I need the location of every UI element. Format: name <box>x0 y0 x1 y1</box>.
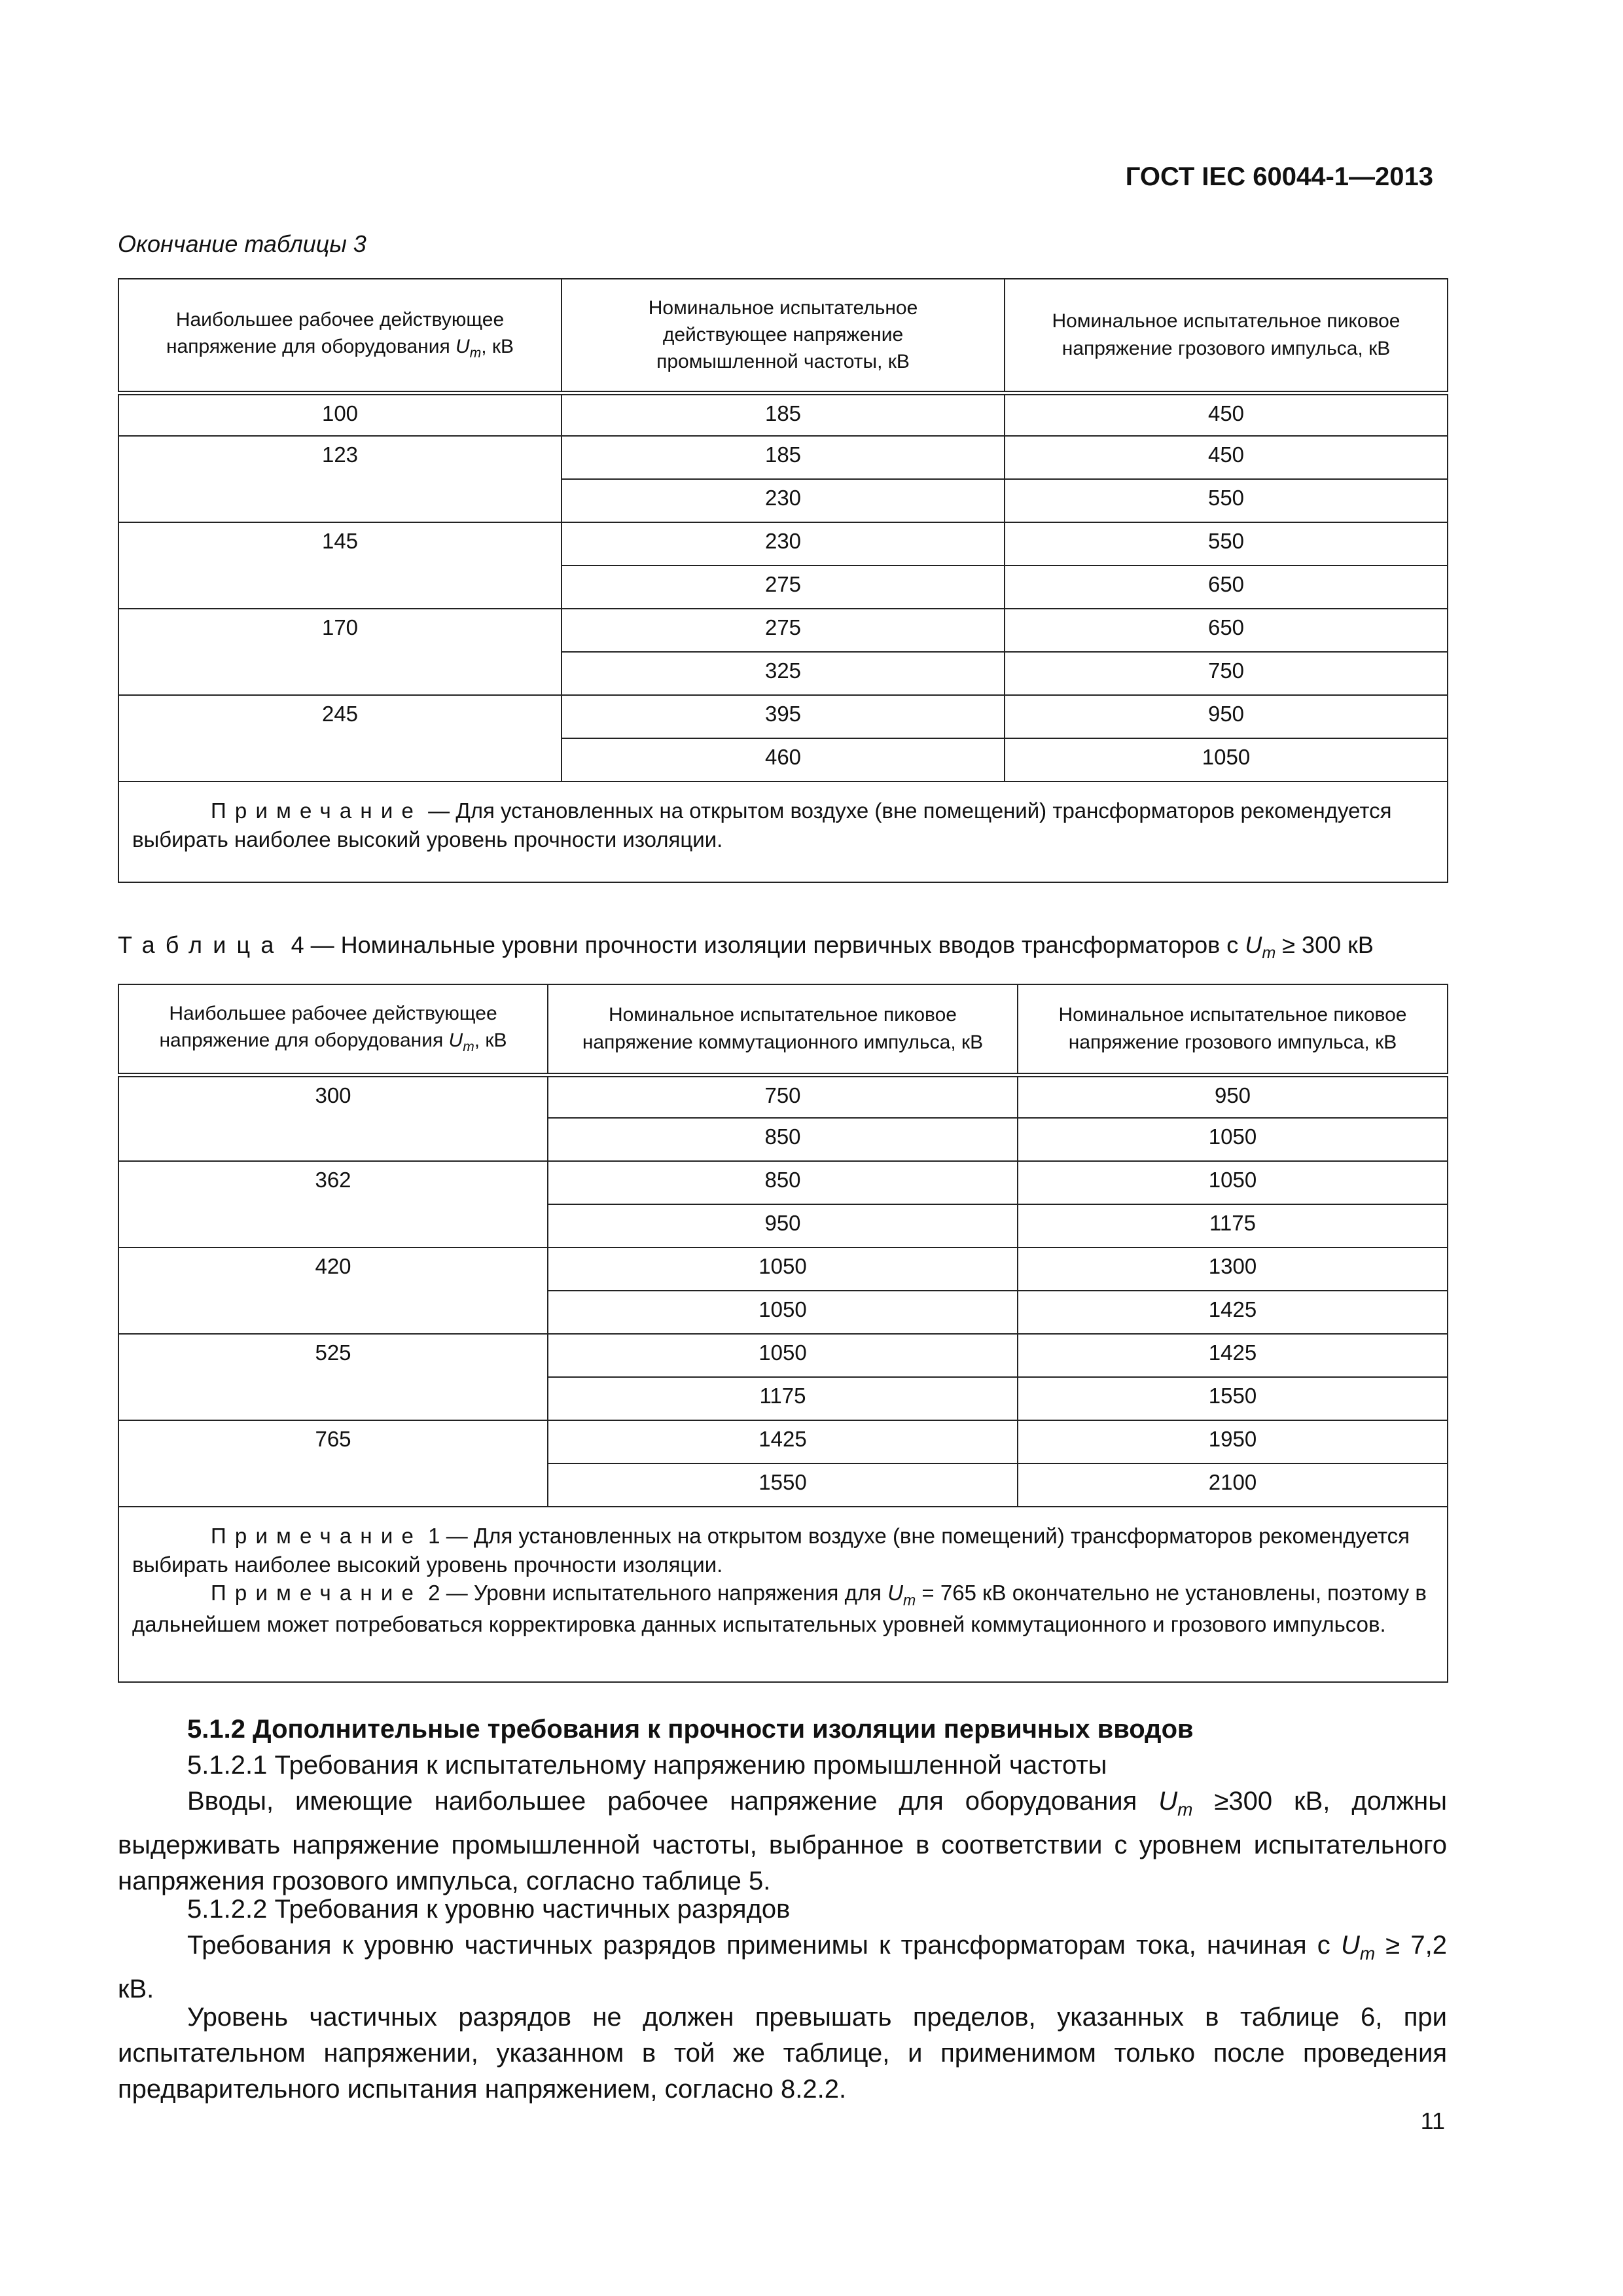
note-text: 1 — Для установленных на открытом воздухе (вне помещений) трансформаторов рекомендуется выбирать наиболее высокий уровень прочности изоляции. <box>132 1524 1410 1577</box>
table-cell: 230 <box>562 522 1005 565</box>
paragraph <box>118 1784 1447 1899</box>
table3-header-cell: Номинальное испытательное пиковое напряжение грозового импульса, кВ <box>1005 279 1448 393</box>
caption-tail: ≥ 300 кВ <box>1275 931 1374 958</box>
table-cell: 275 <box>562 609 1005 652</box>
table-cell: 230 <box>562 479 1005 522</box>
table-row <box>118 393 1448 436</box>
table-cell: 950 <box>1005 695 1448 738</box>
note-label: Примечание <box>211 798 423 823</box>
table-cell: 850 <box>548 1161 1018 1204</box>
um-symbol: U <box>455 336 470 358</box>
table-row <box>118 522 1448 565</box>
table-cell: 1425 <box>548 1420 1018 1463</box>
table-cell: 123 <box>118 436 562 522</box>
table-row <box>118 1247 1448 1291</box>
table-row <box>118 1420 1448 1463</box>
paragraph-text: Требования к уровню частичных разрядов применимы к трансформаторам тока, начиная с <box>187 1931 1341 1960</box>
table-cell: 145 <box>118 522 562 609</box>
table3-caption: Окончание таблицы 3 <box>118 230 366 257</box>
table4-notes <box>118 1507 1448 1682</box>
table-row <box>118 695 1448 738</box>
table-cell: 1050 <box>548 1291 1018 1334</box>
paragraph-text: Вводы, имеющие наибольшее рабочее напряжение для оборудования <box>187 1787 1159 1816</box>
table3 <box>118 278 1448 883</box>
table-cell: 1950 <box>1018 1420 1448 1463</box>
table-cell: 1175 <box>548 1377 1018 1420</box>
table-cell: 1175 <box>1018 1204 1448 1247</box>
table-cell: 650 <box>1005 565 1448 609</box>
table-cell: 750 <box>1005 652 1448 695</box>
table-cell: 100 <box>118 393 562 436</box>
table3-header-cell: Номинальное испытательное действующее напряжение промышленной частоты, кВ <box>562 279 1005 393</box>
table-cell: 245 <box>118 695 562 781</box>
table-cell: 1050 <box>1018 1118 1448 1161</box>
table-cell: 1050 <box>548 1247 1018 1291</box>
um-symbol: U <box>1158 1787 1178 1816</box>
table-cell: 460 <box>562 738 1005 781</box>
table4-header-cell: Номинальное испытательное пиковое напряжение грозового импульса, кВ <box>1018 984 1448 1075</box>
table3-header-cell <box>118 279 562 393</box>
table-cell: 1550 <box>548 1463 1018 1507</box>
table-cell: 362 <box>118 1161 548 1247</box>
caption-text: 4 — Номинальные уровни прочности изоляции первичных вводов трансформаторов с <box>284 931 1245 958</box>
table-cell: 185 <box>562 436 1005 479</box>
table-row <box>118 609 1448 652</box>
table-cell: 185 <box>562 393 1005 436</box>
table-row <box>118 1161 1448 1204</box>
table-cell: 550 <box>1005 522 1448 565</box>
subsection-heading: 5.1.2.2 Требования к уровню частичных разрядов <box>187 1895 791 1924</box>
table-row <box>118 1334 1448 1377</box>
table-cell: 850 <box>548 1118 1018 1161</box>
table-cell: 1425 <box>1018 1291 1448 1334</box>
paragraph <box>118 1928 1447 2007</box>
table4 <box>118 984 1448 1683</box>
header-text: Наибольшее рабочее действующее напряжение для оборудования <box>166 309 505 358</box>
um-subscript: m <box>469 346 482 361</box>
table-cell: 1550 <box>1018 1377 1448 1420</box>
um-symbol: U <box>448 1030 463 1052</box>
um-symbol: U <box>1245 931 1262 958</box>
table-cell: 2100 <box>1018 1463 1448 1507</box>
table-cell: 650 <box>1005 609 1448 652</box>
table-cell: 450 <box>1005 436 1448 479</box>
um-subscript: m <box>1177 1799 1193 1820</box>
um-subscript: m <box>1359 1943 1376 1964</box>
table4-caption <box>118 931 1374 963</box>
um-unit: , кВ <box>474 1030 507 1052</box>
document-id: ГОСТ IEC 60044-1—2013 <box>1125 162 1433 191</box>
table-cell: 420 <box>118 1247 548 1334</box>
table-cell: 550 <box>1005 479 1448 522</box>
table-cell: 325 <box>562 652 1005 695</box>
page-number: 11 <box>1420 2108 1445 2134</box>
caption-label: Таблица <box>118 931 285 958</box>
um-unit: , кВ <box>481 336 514 358</box>
section-title: 5.1.2 Дополнительные требования к прочности изоляции первичных вводов <box>187 1715 1194 1744</box>
table-cell: 395 <box>562 695 1005 738</box>
table-cell: 525 <box>118 1334 548 1420</box>
note-text: 2 — Уровни испытательного напряжения для <box>422 1581 888 1605</box>
table-cell: 275 <box>562 565 1005 609</box>
table-cell: 750 <box>548 1075 1018 1118</box>
um-subscript: m <box>1262 944 1276 963</box>
subsection-heading: 5.1.2.1 Требования к испытательному напряжению промышленной частоты <box>187 1751 1107 1780</box>
table-cell: 300 <box>118 1075 548 1161</box>
note-text: = 765 кВ окончательно не установлены, поэтому в дальнейшем может потребоваться корректировка данных испытательных уровней коммутационного и грозового импульсов. <box>132 1581 1427 1637</box>
table4-header-cell: Номинальное испытательное пиковое напряжение коммутационного импульса, кВ <box>548 984 1018 1075</box>
table-cell: 1300 <box>1018 1247 1448 1291</box>
table-cell: 1425 <box>1018 1334 1448 1377</box>
table-cell: 765 <box>118 1420 548 1507</box>
paragraph-text: ≥300 кВ, должны выдерживать напряжение промышленной частоты, выбранное в соответствии с уровнем испытательного напряжения грозового импульса, согласно таблице 5. <box>118 1787 1448 1895</box>
paragraph: Уровень частичных разрядов не должен превышать пределов, указанных в таблице 6, при испытательном напряжении, указанном в той же таблице, и применимом только после проведения предварительного испытания напряжением, согласно 8.2.2. <box>118 2003 1447 2104</box>
note-label: Примечание <box>211 1581 423 1605</box>
table3-note <box>118 781 1448 882</box>
note-label: Примечание <box>211 1524 423 1548</box>
note-1 <box>132 1522 1431 1579</box>
table-cell: 170 <box>118 609 562 695</box>
note-text: — Для установленных на открытом воздухе (вне помещений) трансформаторов рекомендуется выбирать наиболее высокий уровень прочности изоляции. <box>132 798 1392 852</box>
table-cell: 950 <box>548 1204 1018 1247</box>
paragraph-text: ≥ 7,2 кВ. <box>118 1931 1447 2003</box>
um-symbol: U <box>887 1581 903 1605</box>
table-cell: 1050 <box>1018 1161 1448 1204</box>
um-subscript: m <box>903 1591 916 1609</box>
table-cell: 950 <box>1018 1075 1448 1118</box>
header-text: Наибольшее рабочее действующее напряжение для оборудования <box>159 1003 497 1052</box>
um-symbol: U <box>1340 1931 1360 1960</box>
note-2 <box>132 1579 1431 1639</box>
table-cell: 1050 <box>1005 738 1448 781</box>
table-row <box>118 436 1448 479</box>
table-row <box>118 1075 1448 1118</box>
table-cell: 450 <box>1005 393 1448 436</box>
table-cell: 1050 <box>548 1334 1018 1377</box>
table4-header-cell <box>118 984 548 1075</box>
um-subscript: m <box>463 1039 474 1055</box>
